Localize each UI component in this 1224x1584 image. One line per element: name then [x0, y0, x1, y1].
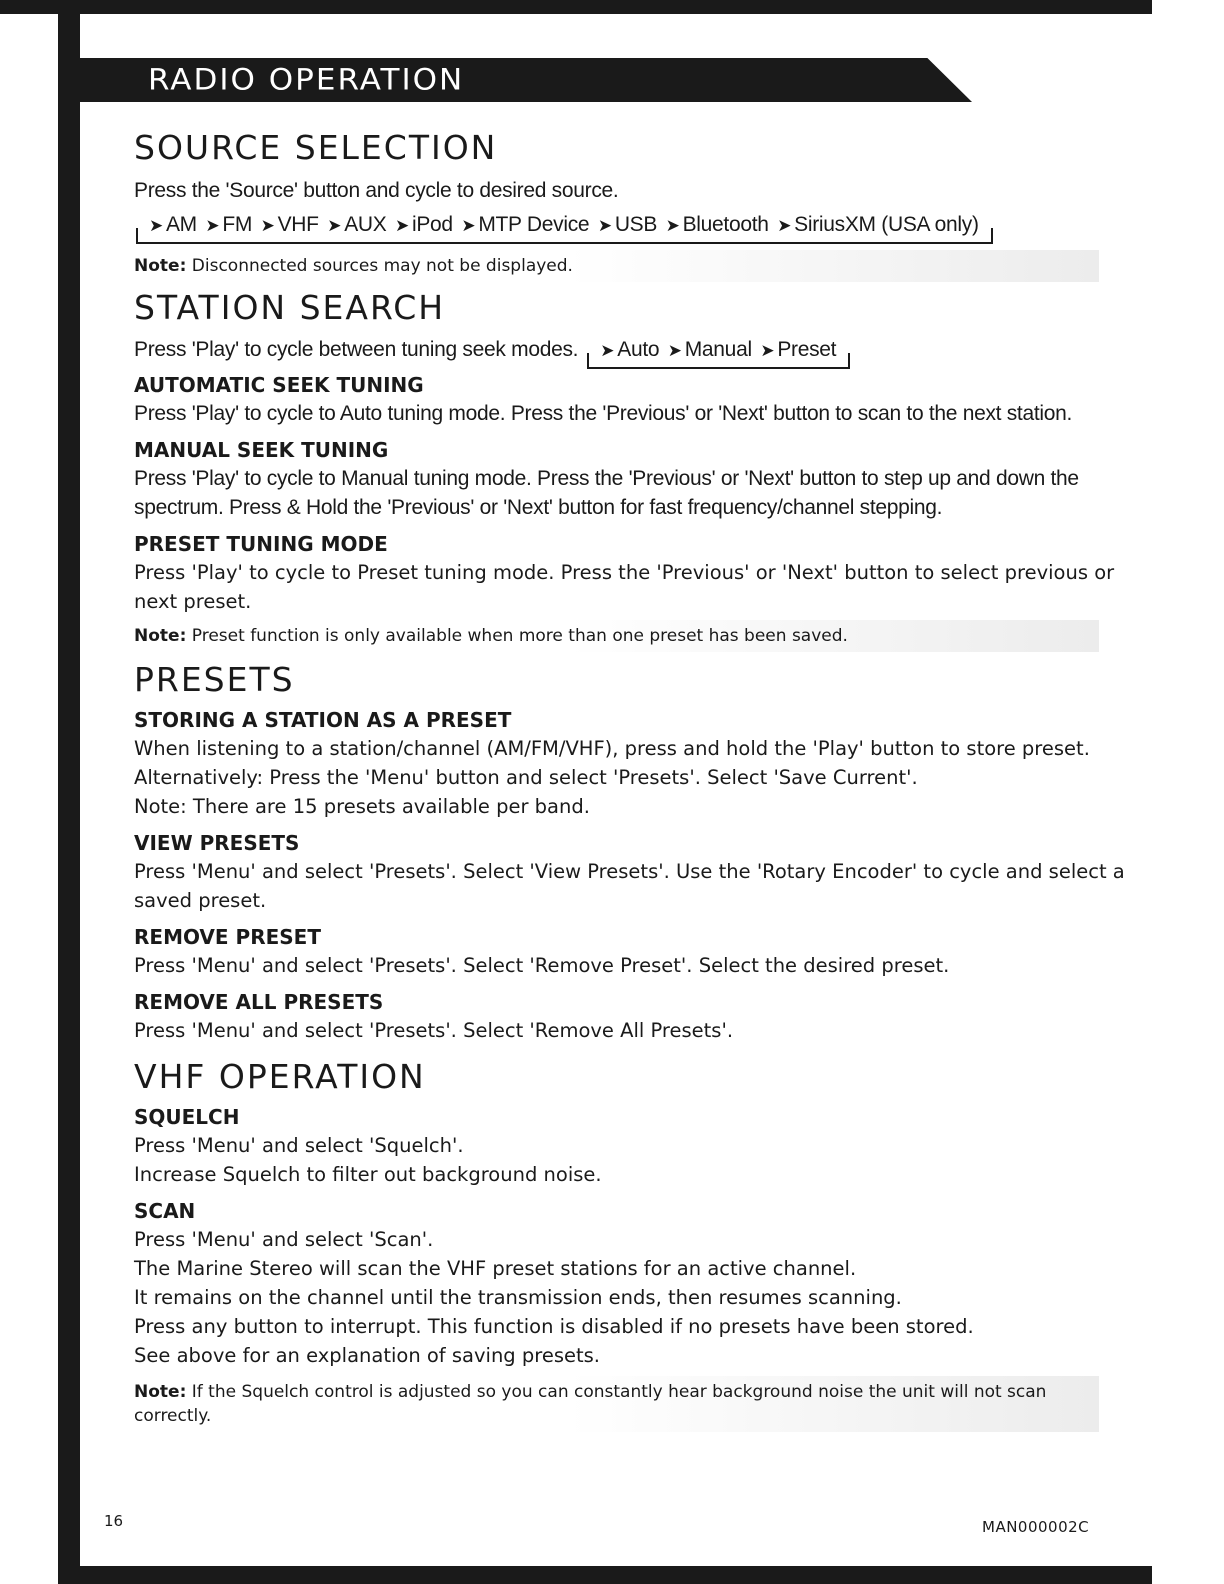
scan-line-3: It remains on the channel until the transmission ends, then resumes scanning. — [134, 1286, 902, 1309]
arrow-icon: ➤ — [461, 216, 476, 235]
flow-item-auto: Auto — [617, 338, 660, 361]
flow-item-usb: USB — [614, 213, 658, 236]
arrow-icon: ➤ — [327, 216, 342, 235]
flow-item-ipod: iPod — [411, 213, 453, 236]
note-label: Note: — [134, 256, 187, 276]
remove-all-presets-text: Press 'Menu' and select 'Presets'. Select 'Remove All Presets'. — [134, 1019, 734, 1042]
arrow-icon: ➤ — [149, 216, 163, 235]
arrow-icon: ➤ — [600, 341, 615, 360]
note-preset-function — [134, 620, 1099, 652]
note-text: Preset function is only available when more than one preset has been saved. — [191, 626, 848, 646]
arrow-icon: ➤ — [760, 341, 775, 360]
section-heading-source-selection: SOURCE SELECTION — [134, 128, 498, 167]
subheading-scan: SCAN — [134, 1199, 196, 1223]
subheading-remove-all-presets: REMOVE ALL PRESETS — [134, 990, 384, 1014]
cycle-loop-line — [136, 242, 993, 244]
page-content — [134, 126, 1144, 1432]
page-number: 16 — [104, 1512, 124, 1530]
flow-item-manual: Manual — [684, 338, 752, 361]
arrow-icon: ➤ — [395, 216, 409, 235]
subheading-automatic-seek: AUTOMATIC SEEK TUNING — [134, 373, 424, 397]
squelch-line-2: Increase Squelch to filter out background noise. — [134, 1163, 602, 1186]
view-presets-text: Press 'Menu' and select 'Presets'. Select 'View Presets'. Use the 'Rotary Encoder' to cycle and select a saved preset. — [134, 860, 1125, 912]
section-heading-station-search: STATION SEARCH — [134, 288, 446, 327]
frame-bottom-border — [58, 1566, 1152, 1584]
note-squelch-scan — [134, 1376, 1099, 1432]
scan-line-1: Press 'Menu' and select 'Scan'. — [134, 1228, 434, 1251]
flow-item-mtp-device: MTP Device — [478, 213, 590, 236]
note-disconnected-sources — [134, 250, 1099, 282]
squelch-line-1: Press 'Menu' and select 'Squelch'. — [134, 1134, 464, 1157]
tuning-mode-cycle-diagram — [593, 336, 850, 365]
scan-line-4: Press any button to interrupt. This function is disabled if no presets have been stored. — [134, 1315, 974, 1338]
note-label: Note: — [134, 626, 187, 646]
note-text: If the Squelch control is adjusted so you can constantly hear background noise the unit will not scan correctly. — [134, 1382, 1047, 1426]
flow-item-fm: FM — [222, 213, 253, 236]
frame-top-border — [0, 0, 1152, 14]
storing-preset-note: Note: There are 15 presets available per band. — [134, 795, 590, 818]
page-title: RADIO OPERATION — [148, 62, 465, 98]
subheading-view-presets: VIEW PRESETS — [134, 831, 300, 855]
flow-item-preset: Preset — [777, 338, 837, 361]
section-heading-vhf-operation: VHF OPERATION — [134, 1057, 426, 1096]
source-cycle-diagram — [142, 211, 993, 240]
station-search-intro-row — [134, 336, 1144, 365]
document-code: MAN000002C — [982, 1518, 1090, 1536]
scan-line-2: The Marine Stereo will scan the VHF preset stations for an active channel. — [134, 1257, 857, 1280]
subheading-storing-preset: STORING A STATION AS A PRESET — [134, 708, 512, 732]
flow-item-aux: AUX — [344, 213, 387, 236]
arrow-icon: ➤ — [205, 216, 220, 235]
arrow-icon: ➤ — [260, 216, 275, 235]
flow-item-vhf: VHF — [277, 213, 319, 236]
subheading-squelch: SQUELCH — [134, 1105, 240, 1129]
note-label: Note: — [134, 1382, 187, 1402]
manual-seek-text: Press 'Play' to cycle to Manual tuning mode. Press the 'Previous' or 'Next' button to step up and down the spectrum. Press & Hold the 'Previous' or 'Next' button for fast frequency/channel stepping. — [134, 467, 1079, 519]
arrow-icon: ➤ — [597, 216, 612, 235]
flow-item-am: AM — [165, 213, 197, 236]
source-selection-intro: Press the 'Source' button and cycle to desired source. — [134, 179, 619, 202]
subheading-manual-seek: MANUAL SEEK TUNING — [134, 438, 389, 462]
subheading-preset-tuning: PRESET TUNING MODE — [134, 532, 388, 556]
remove-preset-text: Press 'Menu' and select 'Presets'. Select 'Remove Preset'. Select the desired preset. — [134, 954, 950, 977]
flow-item-siriusxm: SiriusXM (USA only) — [794, 213, 979, 236]
scan-line-5: See above for an explanation of saving presets. — [134, 1344, 601, 1367]
preset-tuning-text: Press 'Play' to cycle to Preset tuning mode. Press the 'Previous' or 'Next' button to select previous or next preset. — [134, 561, 1115, 613]
arrow-icon: ➤ — [777, 216, 792, 235]
arrow-icon: ➤ — [665, 216, 680, 235]
station-search-intro: Press 'Play' to cycle between tuning seek modes. — [134, 338, 579, 361]
frame-left-border — [58, 0, 80, 1584]
note-text: Disconnected sources may not be displayed. — [191, 256, 573, 276]
subheading-remove-preset: REMOVE PRESET — [134, 925, 321, 949]
section-heading-presets: PRESETS — [134, 660, 295, 699]
automatic-seek-text: Press 'Play' to cycle to Auto tuning mode. Press the 'Previous' or 'Next' button to scan to the next station. — [134, 402, 1073, 425]
flow-item-bluetooth: Bluetooth — [682, 213, 769, 236]
cycle-loop-line — [587, 367, 850, 369]
storing-preset-text: When listening to a station/channel (AM/FM/VHF), press and hold the 'Play' button to store preset. Alternatively: Press the 'Menu' button and select 'Presets'. Select 'Save Current'. — [134, 737, 1090, 789]
frame-corner-top — [80, 14, 150, 58]
arrow-icon: ➤ — [667, 341, 682, 360]
